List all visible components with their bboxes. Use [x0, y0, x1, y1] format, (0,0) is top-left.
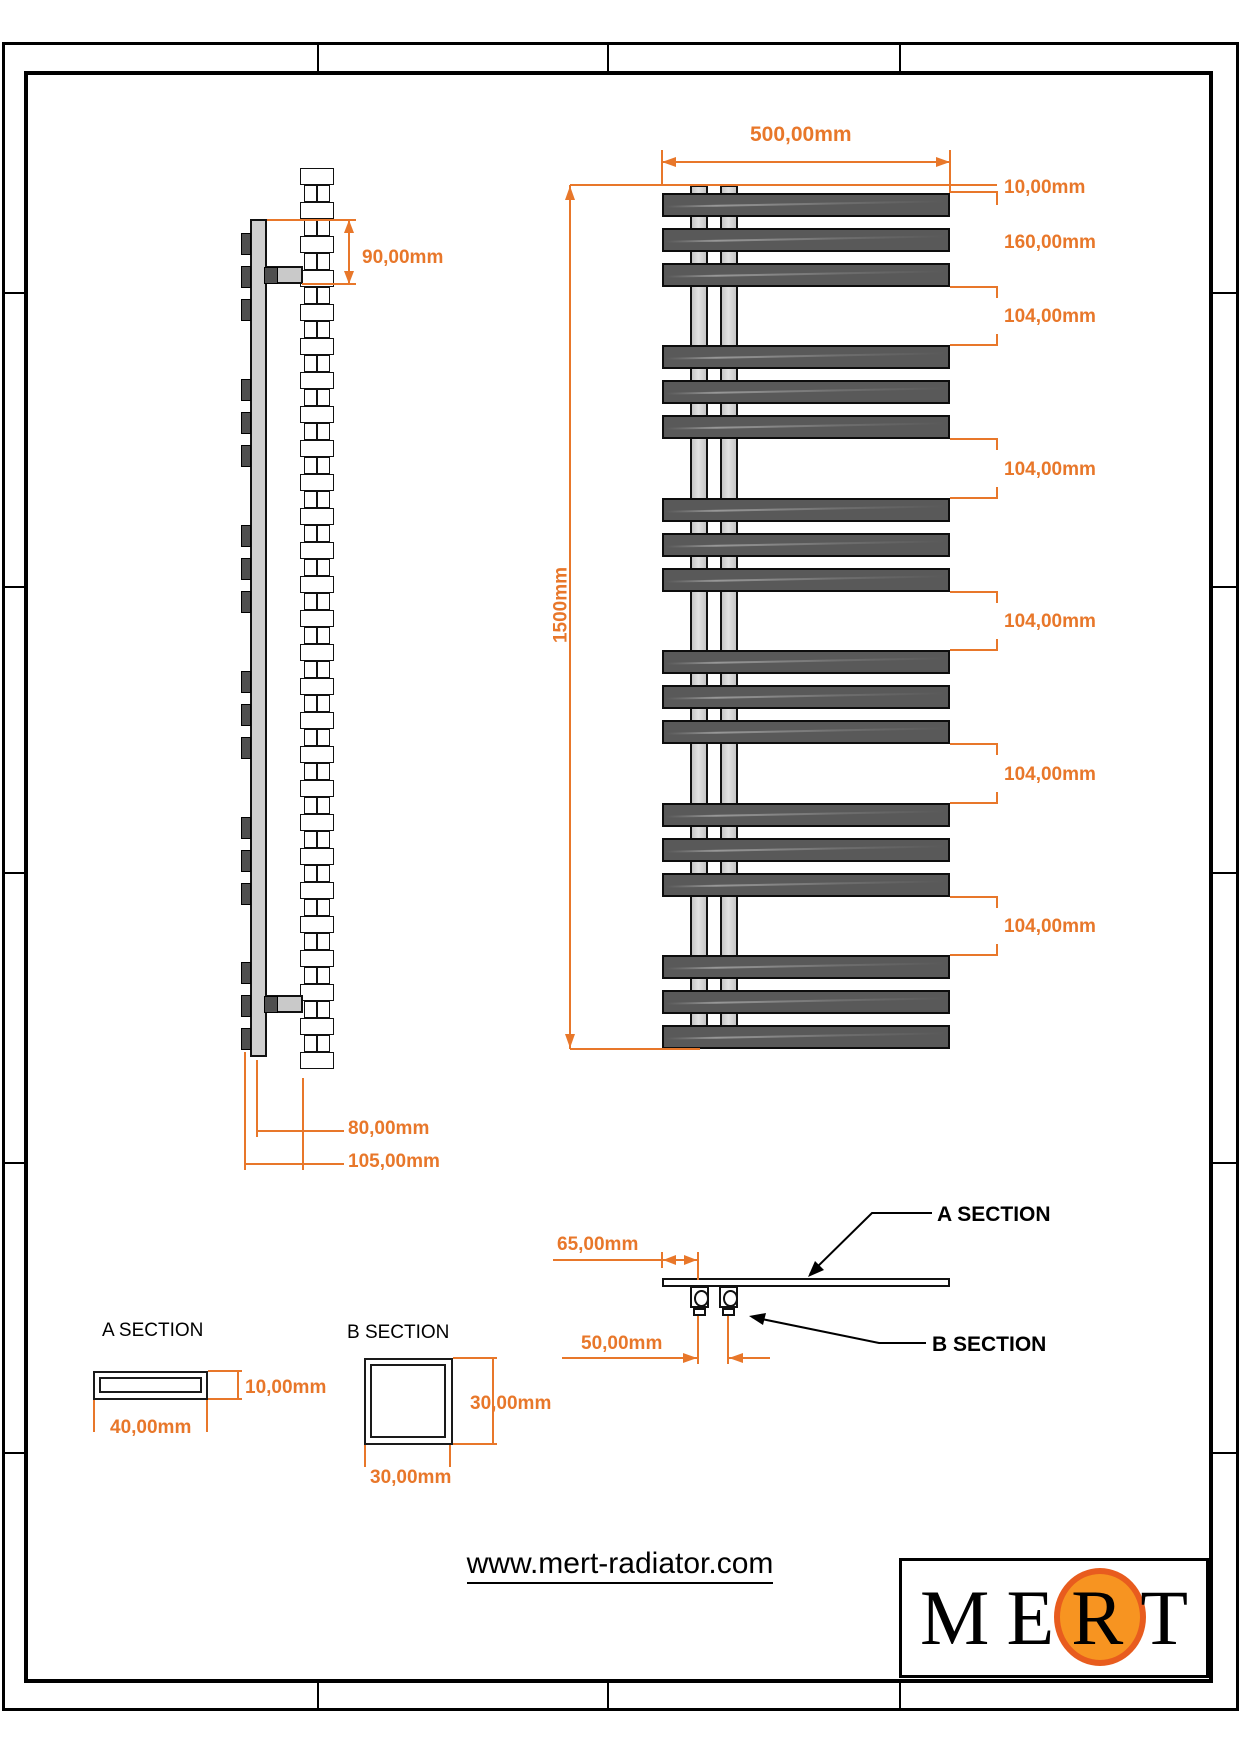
b-dim-30b-ext-left — [364, 1445, 366, 1467]
frame-tick-top — [607, 45, 609, 71]
brick-joint — [316, 968, 318, 983]
a-dim-40-label: 40,00mm — [110, 1417, 192, 1438]
dim-104-label: 104,00mm — [1004, 458, 1096, 480]
frame-tick-left — [5, 1162, 24, 1164]
logo-letter-e: E — [1006, 1574, 1055, 1661]
brick-joint — [316, 560, 318, 575]
bar-end-tab — [241, 379, 251, 401]
dim-10-line — [950, 191, 997, 193]
brick-joint — [316, 900, 318, 915]
brick-joint — [316, 764, 318, 779]
dim-65-line — [553, 1259, 698, 1261]
brick — [300, 882, 334, 899]
frame-tick-right — [1213, 872, 1237, 874]
bar-end-tab — [241, 995, 251, 1017]
brick-joint — [316, 866, 318, 881]
dim-50-line-left — [562, 1357, 698, 1359]
bar-end-tab — [241, 737, 251, 759]
brick-joint — [316, 730, 318, 745]
dim-104-tick-bottom — [996, 334, 998, 345]
brick — [304, 253, 330, 270]
frame-tick-bottom — [317, 1683, 319, 1708]
brick — [304, 185, 330, 202]
brick — [300, 406, 334, 423]
dim-104-line-top — [950, 286, 998, 288]
towel-bar — [662, 345, 950, 369]
dim-160-label: 160,00mm — [1004, 232, 1096, 253]
dim-104-line-top — [950, 896, 998, 898]
b-section-title: B SECTION — [347, 1322, 450, 1343]
front-view-tube-left — [690, 185, 708, 1049]
towel-bar — [662, 685, 950, 709]
brick — [304, 899, 330, 916]
brick — [304, 729, 330, 746]
frame-tick-right — [1213, 586, 1237, 588]
top-view-tube-right — [719, 1286, 738, 1308]
dim-104-label: 104,00mm — [1004, 763, 1096, 785]
frame-tick-left — [5, 1452, 24, 1454]
brick — [300, 746, 334, 763]
dim-500-ext-right — [949, 150, 951, 193]
dim-104-tick-top — [996, 744, 998, 755]
brick — [300, 984, 334, 1001]
brick-joint — [316, 254, 318, 269]
frame-tick-left — [5, 292, 24, 294]
bar-end-tab — [241, 704, 251, 726]
dim-104-tick-top — [996, 439, 998, 450]
bar-end-tab — [241, 445, 251, 467]
brick — [300, 780, 334, 797]
dim-80-line — [256, 1130, 344, 1132]
dim-80-ext-left — [256, 1060, 258, 1137]
dim-104-line-bottom — [950, 649, 998, 651]
brick — [300, 950, 334, 967]
brick-joint — [316, 288, 318, 303]
bar-end-tab — [241, 850, 251, 872]
brick-joint — [316, 832, 318, 847]
brick — [300, 576, 334, 593]
a-dim-40-ext-right — [206, 1400, 208, 1432]
brick — [304, 1001, 330, 1018]
brick — [304, 287, 330, 304]
brick — [300, 168, 334, 185]
a-dim-10-label: 10,00mm — [245, 1377, 327, 1398]
front-view-tube-right — [720, 185, 738, 1049]
brick — [300, 610, 334, 627]
brick — [300, 202, 334, 219]
dim-50-label: 50,00mm — [581, 1333, 663, 1354]
towel-bar — [662, 1025, 950, 1049]
dim-104-tick-top — [996, 897, 998, 908]
dim-104-tick-bottom — [996, 639, 998, 650]
dim-104-line-bottom — [950, 802, 998, 804]
towel-bar — [662, 990, 950, 1014]
a-section-profile — [93, 1371, 208, 1400]
brick — [300, 1018, 334, 1035]
brick — [304, 559, 330, 576]
brick — [300, 916, 334, 933]
b-section-profile-inner — [370, 1364, 446, 1438]
brick-joint — [316, 186, 318, 201]
brick-joint — [316, 1036, 318, 1051]
dim-105-ext-left — [244, 1052, 246, 1170]
b-dim-30-bottom-label: 30,00mm — [370, 1467, 452, 1488]
frame-tick-right — [1213, 1452, 1237, 1454]
logo-letter-r: R — [1071, 1574, 1124, 1661]
dim-500-line — [662, 161, 950, 163]
brick-joint — [316, 356, 318, 371]
dim-90-label: 90,00mm — [362, 247, 444, 268]
b-section-leader-label: B SECTION — [932, 1333, 1047, 1356]
bar-end-tab — [241, 1028, 251, 1050]
dim-104-tick-top — [996, 287, 998, 298]
bar-end-tab — [241, 962, 251, 984]
dim-104-line-bottom — [950, 344, 998, 346]
dim-105-label: 105,00mm — [348, 1151, 440, 1172]
brick — [304, 1035, 330, 1052]
brick — [300, 848, 334, 865]
bar-end-tab — [241, 525, 251, 547]
website-text — [450, 1547, 790, 1581]
brick — [304, 355, 330, 372]
brick — [304, 219, 330, 236]
mert-logo — [899, 1558, 1209, 1678]
a-section-title: A SECTION — [102, 1320, 204, 1341]
brick — [304, 797, 330, 814]
brick-joint — [316, 492, 318, 507]
towel-bar — [662, 533, 950, 557]
frame-tick-top — [317, 45, 319, 71]
brick-joint — [316, 1002, 318, 1017]
dim-104-tick-bottom — [996, 487, 998, 498]
dim-10-tick — [996, 191, 998, 205]
b-section-profile — [364, 1358, 453, 1445]
brick — [304, 865, 330, 882]
towel-bar — [662, 803, 950, 827]
brick — [304, 389, 330, 406]
dim-90-line-vertical — [348, 219, 350, 285]
brick — [300, 1052, 334, 1069]
towel-bar — [662, 568, 950, 592]
dim-104-tick-bottom — [996, 944, 998, 955]
bar-end-tab — [241, 266, 251, 288]
logo-letter-m: M — [920, 1574, 990, 1661]
brick-joint — [316, 424, 318, 439]
top-view-tube-left — [690, 1286, 709, 1308]
dim-104-label: 104,00mm — [1004, 916, 1096, 937]
frame-tick-left — [5, 586, 24, 588]
brick — [300, 372, 334, 389]
dim-104-line-top — [950, 438, 998, 440]
brick-joint — [316, 696, 318, 711]
wall-bracket-bottom-block — [264, 996, 278, 1013]
side-view-radiator-panel — [250, 219, 267, 1057]
towel-bar — [662, 415, 950, 439]
dim-104-label: 104,00mm — [1004, 306, 1096, 327]
bar-end-tab — [241, 591, 251, 613]
brick — [304, 423, 330, 440]
towel-bar — [662, 838, 950, 862]
bar-end-tab — [241, 299, 251, 321]
brick-joint — [316, 220, 318, 235]
a-section-leader-label: A SECTION — [937, 1203, 1051, 1226]
bar-end-tab — [241, 412, 251, 434]
dim-500-ext-left — [661, 150, 663, 185]
dim-500-label: 500,00mm — [750, 123, 852, 146]
brick-joint — [316, 458, 318, 473]
brick — [300, 712, 334, 729]
brick — [300, 474, 334, 491]
frame-tick-right — [1213, 292, 1237, 294]
brick — [300, 678, 334, 695]
dim-65-label: 65,00mm — [557, 1234, 639, 1255]
dim-90-line-top — [267, 219, 356, 221]
b-dim-30-line-top — [453, 1357, 497, 1359]
dim-1500-label: 1500mm — [550, 566, 572, 644]
towel-bar — [662, 228, 950, 252]
brick-joint — [316, 390, 318, 405]
brick-joint — [316, 662, 318, 677]
dim-104-label: 104,00mm — [1004, 611, 1096, 632]
dim-50-line-right — [728, 1357, 770, 1359]
brick — [304, 763, 330, 780]
dim-104-tick-bottom — [996, 792, 998, 803]
bar-end-tab — [241, 883, 251, 905]
dim-104-line-top — [950, 743, 998, 745]
frame-tick-bottom — [607, 1683, 609, 1708]
brick — [304, 831, 330, 848]
brick — [300, 644, 334, 661]
logo-letters — [902, 1561, 1206, 1675]
top-view-tube-right-foot — [722, 1308, 735, 1316]
frame-tick-left — [5, 872, 24, 874]
b-dim-30-side-label: 30,00mm — [470, 1393, 552, 1414]
towel-bar — [662, 650, 950, 674]
towel-bar — [662, 380, 950, 404]
brick — [304, 525, 330, 542]
tube-bore-circle — [694, 1290, 709, 1307]
towel-bar — [662, 720, 950, 744]
dim-65-ext-tube — [697, 1252, 699, 1280]
brick — [304, 491, 330, 508]
towel-bar — [662, 193, 950, 217]
bar-end-tab — [241, 817, 251, 839]
towel-bar — [662, 498, 950, 522]
brick-joint — [316, 798, 318, 813]
towel-bar — [662, 263, 950, 287]
dim-104-line-bottom — [950, 497, 998, 499]
b-dim-30-line-bottom — [453, 1443, 497, 1445]
top-view-tube-left-foot — [693, 1308, 706, 1316]
brick — [304, 593, 330, 610]
wall-bracket-top-block — [264, 267, 278, 284]
ref-line-top — [570, 184, 997, 186]
frame-tick-top — [899, 45, 901, 71]
brick — [304, 321, 330, 338]
brick-joint — [316, 322, 318, 337]
dim-65-tick-left — [661, 1252, 663, 1268]
website-url: www.mert-radiator.com — [467, 1547, 774, 1584]
frame-tick-right — [1213, 1162, 1237, 1164]
ref-line-bottom — [570, 1048, 700, 1050]
towel-bar — [662, 873, 950, 897]
logo-letter-t: T — [1140, 1574, 1188, 1661]
brick-joint — [316, 628, 318, 643]
brick — [300, 304, 334, 321]
brick-joint — [316, 594, 318, 609]
frame-tick-bottom — [899, 1683, 901, 1708]
dim-104-tick-top — [996, 592, 998, 603]
a-dim-40-ext-left — [93, 1400, 95, 1432]
bar-end-tab — [241, 671, 251, 693]
brick — [304, 695, 330, 712]
brick — [304, 457, 330, 474]
brick — [304, 627, 330, 644]
towel-bar — [662, 955, 950, 979]
bar-end-tab — [241, 233, 251, 255]
dim-105-line — [244, 1163, 344, 1165]
brick — [300, 814, 334, 831]
brick — [304, 661, 330, 678]
dim-104-line-bottom — [950, 954, 998, 956]
brick-joint — [316, 934, 318, 949]
brick — [304, 933, 330, 950]
brick — [300, 508, 334, 525]
dim-ext-wall-face — [302, 1078, 304, 1170]
brick — [304, 967, 330, 984]
dim-104-line-top — [950, 591, 998, 593]
brick — [300, 236, 334, 253]
dim-10-label: 10,00mm — [1004, 177, 1086, 198]
brick — [300, 440, 334, 457]
brick — [300, 542, 334, 559]
brick — [300, 338, 334, 355]
brick-joint — [316, 526, 318, 541]
dim-80-label: 80,00mm — [348, 1118, 430, 1139]
tube-bore-circle — [723, 1290, 738, 1307]
bar-end-tab — [241, 558, 251, 580]
a-section-profile-inner — [99, 1377, 202, 1393]
b-dim-30b-ext-right — [449, 1445, 451, 1467]
a-dim-10-tick — [237, 1370, 239, 1400]
